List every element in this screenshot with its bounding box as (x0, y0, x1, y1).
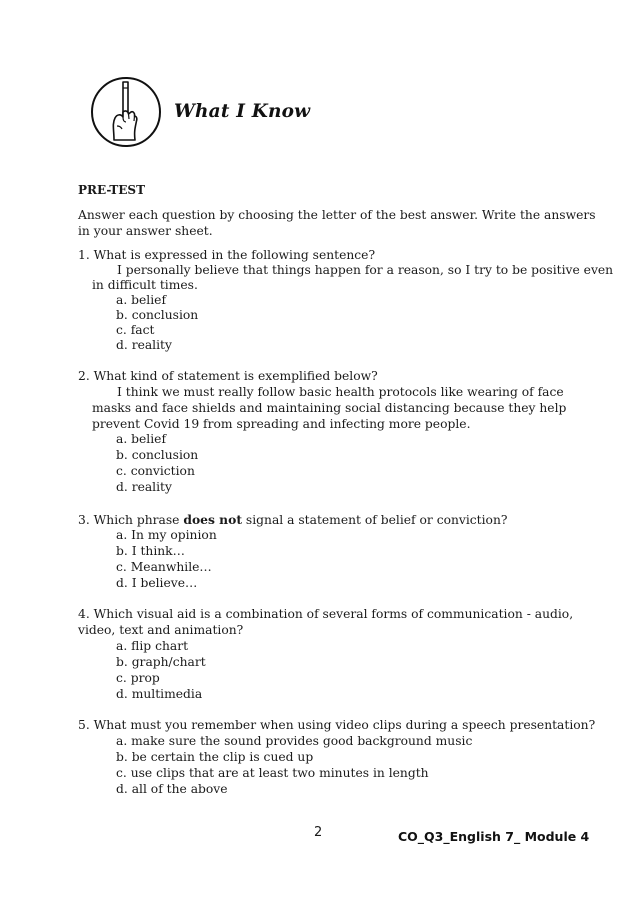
q4-option-a: a. flip chart (116, 639, 189, 653)
instructions-line-2: in your answer sheet. (78, 224, 213, 238)
question-2: 2. What kind of statement is exemplified below? (78, 369, 378, 383)
q1-option-c: c. fact (116, 323, 155, 337)
q5-option-b: b. be certain the clip is cued up (116, 750, 314, 764)
q2-option-b: b. conclusion (116, 448, 199, 462)
question-3 (78, 512, 507, 528)
section-title: What I Know (174, 101, 311, 122)
pretest-heading: PRE-TEST (78, 183, 146, 197)
q1-passage-line-2: in difficult times. (92, 278, 198, 292)
module-code: CO_Q3_English 7_ Module 4 (398, 829, 590, 844)
q3-question-post: signal a statement of belief or conviction? (242, 513, 508, 527)
q1-option-a: a. belief (116, 293, 166, 307)
q2-passage-line-2: masks and face shields and maintaining social distancing because they help (92, 401, 567, 415)
question-4-line-1: 4. Which visual aid is a combination of several forms of communication - audio, (78, 607, 574, 621)
question-4-line-2: video, text and animation? (78, 623, 244, 637)
q5-option-c: c. use clips that are at least two minutes in length (116, 766, 429, 780)
instructions-line-1: Answer each question by choosing the letter of the best answer. Write the answers (78, 208, 596, 222)
q3-option-d: d. I believe… (116, 576, 198, 590)
hand-writing-pencil-icon (90, 76, 162, 148)
q2-option-a: a. belief (116, 432, 166, 446)
page-number: 2 (314, 825, 323, 840)
q2-passage-line-3: prevent Covid 19 from spreading and infecting more people. (92, 417, 471, 431)
q3-option-a: a. In my opinion (116, 528, 217, 542)
q4-option-c: c. prop (116, 671, 160, 685)
q1-option-d: d. reality (116, 338, 172, 352)
q4-option-b: b. graph/chart (116, 655, 206, 669)
q4-option-d: d. multimedia (116, 687, 203, 701)
q3-option-c: c. Meanwhile… (116, 560, 212, 574)
q1-passage-line-1: I personally believe that things happen for a reason, so I try to be positive even (117, 263, 614, 277)
q1-option-b: b. conclusion (116, 308, 199, 322)
q2-option-d: d. reality (116, 480, 172, 494)
q2-passage-line-1: I think we must really follow basic health protocols like wearing of face (117, 385, 564, 399)
q3-question-pre: 3. Which phrase (78, 513, 184, 527)
question-1: 1. What is expressed in the following sentence? (78, 248, 376, 262)
question-5: 5. What must you remember when using video clips during a speech presentation? (78, 718, 596, 732)
q5-option-a: a. make sure the sound provides good background music (116, 734, 473, 748)
q3-question-emphasis: does not (183, 512, 243, 527)
q3-option-b: b. I think… (116, 544, 185, 558)
q5-option-d: d. all of the above (116, 782, 228, 796)
q2-option-c: c. conviction (116, 464, 195, 478)
